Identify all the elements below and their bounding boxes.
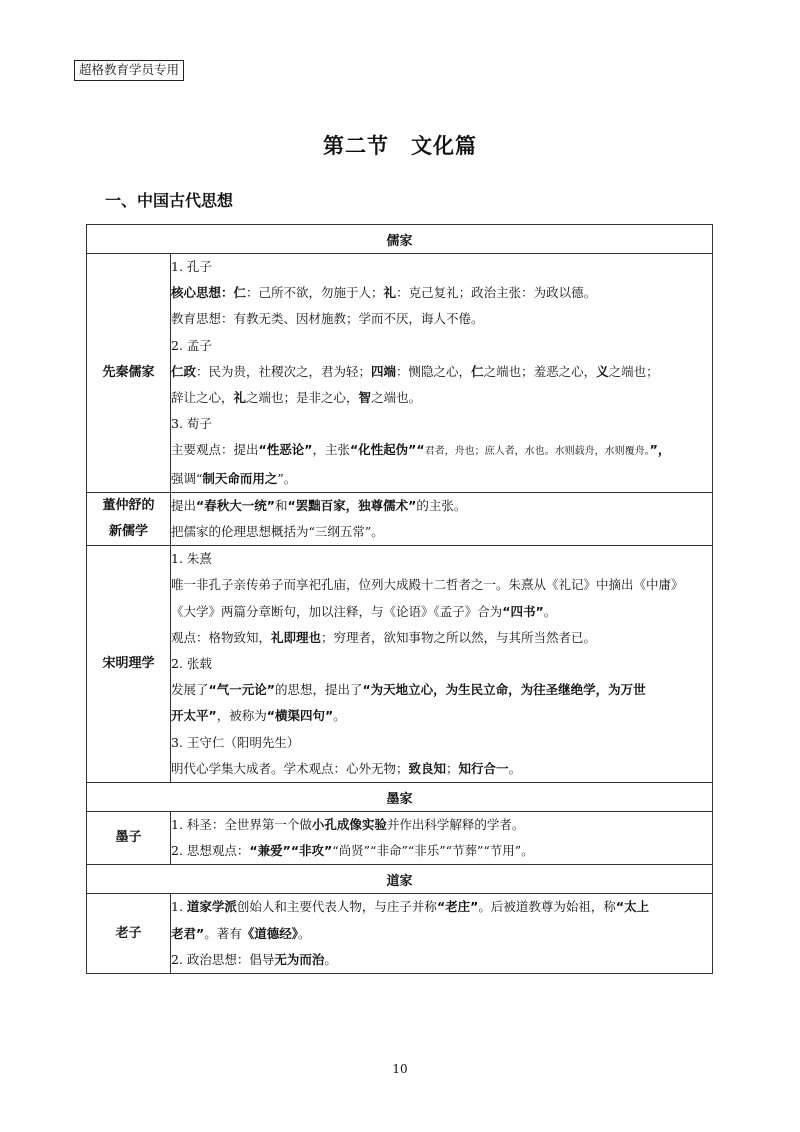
text: ：民为贵，社稷次之，君为轻；: [196, 363, 372, 379]
text: 。: [324, 951, 337, 967]
content-line: [171, 703, 712, 729]
text-bold: 礼即理也: [271, 629, 322, 645]
content-line: [171, 385, 712, 411]
row-content: [171, 812, 713, 865]
text: ；穷理者，欲知事物之所以然，与其所当然者已。: [321, 629, 597, 645]
text: 的主张。: [416, 497, 467, 513]
text: 。著有: [204, 925, 242, 941]
content-line: 教育思想：有教无类、因材施教；学而不厌，诲人不倦。: [171, 311, 484, 327]
text: 和: [274, 497, 288, 513]
row-label: 先秦儒家: [87, 254, 171, 493]
text: 的思想，提出了: [274, 682, 363, 698]
content-line: 唯一非孔子亲传弟子而享祀孔庙，位列大成殿十二哲者之一。朱熹从《礼记》中摘出《中庸》: [171, 577, 684, 593]
text-bold: 无为而治: [274, 951, 325, 967]
text-bold: “横渠四句”: [266, 708, 334, 724]
label-line: 董仲舒的: [102, 498, 155, 514]
text: ”。: [277, 470, 297, 486]
text-bold: ，: [657, 442, 671, 458]
text-bold: 智: [358, 390, 372, 406]
row-content: [171, 894, 713, 974]
text-bold: 小孔成像实验: [311, 817, 387, 833]
text: 创始人和主要代表人物，与庄子并称: [236, 899, 437, 915]
text: ，主张: [312, 442, 350, 458]
text-bold: ”: [649, 442, 658, 458]
page-title: 第二节 文化篇: [323, 133, 477, 158]
text: 之端也；羞恶之心，: [483, 363, 597, 379]
text-bold: “为天地立心，为生民立命，为往圣继绝学，为万世: [362, 682, 646, 698]
text-bold: “太上: [615, 899, 650, 915]
item-title: 3. 王守仁（阳明先生）: [171, 734, 300, 750]
text-bold: 礼: [383, 285, 397, 301]
content-line: [171, 625, 712, 651]
text: ；: [446, 760, 459, 776]
row-content: [171, 492, 713, 545]
content-line: [171, 599, 712, 625]
text: ，被称为: [216, 708, 267, 724]
row-label: 宋明理学: [87, 546, 171, 783]
watermark-stamp: 超格教育学员专用: [74, 60, 184, 81]
page-number: 10: [392, 1062, 408, 1076]
row-label: [87, 492, 171, 545]
text-bold: “: [416, 442, 425, 458]
content-line: [171, 493, 712, 519]
content-line: [171, 838, 712, 864]
content-line: [171, 280, 712, 306]
thought-table: [86, 224, 713, 974]
text: 强调“: [171, 470, 203, 486]
text-bold: “罢黜百家，独尊儒术”: [287, 497, 417, 513]
text: “尚贤”“非命”“非乐”“节葬”“节用”。: [332, 843, 534, 859]
text: 。后被道教尊为始祖，称: [478, 899, 616, 915]
text: 之端也；是非之心，: [246, 390, 359, 406]
category-header: 儒家: [87, 225, 713, 254]
text-bold: 四端: [371, 363, 397, 379]
text: 之端也；: [608, 363, 659, 379]
text: ：己所不欲，勿施于人；: [246, 285, 384, 301]
text-bold: 仁: [471, 363, 484, 379]
content-line: [171, 756, 712, 782]
content-line: [171, 921, 712, 947]
table-row: [87, 546, 713, 783]
text: 。: [298, 925, 311, 941]
text: ：恻隐之心，: [396, 363, 472, 379]
text-bold: 《道德经》: [241, 925, 298, 941]
text: 提出: [171, 497, 197, 513]
text: 。: [333, 708, 346, 724]
row-content: [171, 546, 713, 783]
text-bold: 仁: [233, 285, 247, 301]
text: ：克己复礼；政治主张：为政以德。: [396, 285, 597, 301]
text: 2. 政治思想：倡导: [171, 951, 275, 967]
text-bold: 开太平”: [171, 708, 217, 724]
text-bold: 制天命而用之: [202, 470, 278, 486]
row-content: [171, 254, 713, 493]
category-row-confucian: [87, 225, 713, 254]
text-bold: “性恶论”: [258, 442, 313, 458]
text-bold: “兼爱”“非攻”: [249, 843, 333, 859]
item-title: 1. 孔子: [171, 259, 212, 274]
content-line: [171, 947, 712, 973]
text: 并作出科学解释的学者。: [386, 817, 525, 833]
text-bold: “气一元论”: [208, 682, 275, 698]
text-bold: “春秋大一统”: [196, 497, 275, 513]
text-bold: 核心思想：: [171, 285, 234, 301]
text-bold: 道家学派: [186, 899, 237, 915]
text-bold: “四书”: [502, 603, 544, 619]
text: 辞让之心，: [171, 390, 234, 406]
content-line: [171, 894, 712, 920]
text-bold: “老庄”: [436, 899, 479, 915]
content-line: [171, 437, 712, 465]
text: 1.: [171, 899, 187, 915]
text-bold: 知行合一: [458, 760, 509, 776]
text: 发展了: [171, 682, 209, 698]
row-label: 老子: [87, 894, 171, 974]
content-line: [171, 812, 712, 838]
item-title: 2. 张载: [171, 656, 212, 672]
text-bold: 义: [596, 363, 609, 379]
item-title: 1. 朱熹: [171, 551, 212, 567]
item-title: 2. 孟子: [171, 337, 212, 353]
category-header: 道家: [87, 865, 713, 894]
text-small: 君者，舟也；庶人者，水也。水则载舟，水则覆舟。: [424, 446, 650, 458]
category-row-mohist: [87, 783, 713, 812]
text: 主要观点：提出: [171, 442, 259, 458]
content-line: 把儒家的伦理思想概括为“三纲五常”。: [171, 524, 384, 540]
text: 《大学》两篇分章断句，加以注释，与《论语》《孟子》合为: [171, 603, 503, 619]
text: 明代心学集大成者。学术观点：心外无物；: [171, 760, 409, 776]
table-row: [87, 894, 713, 974]
category-header: 墨家: [87, 783, 713, 812]
category-row-taoist: [87, 865, 713, 894]
text-bold: 老君”: [171, 925, 205, 941]
text: 。: [543, 603, 557, 619]
text-bold: “化性起伪”: [349, 442, 417, 458]
content-line: [171, 466, 712, 492]
text: 之端也。: [371, 390, 422, 406]
text: 。: [508, 760, 522, 776]
content-line: [171, 359, 712, 385]
item-title: 3. 荀子: [171, 416, 212, 432]
label-line: 新儒学: [108, 524, 148, 540]
table-row: [87, 492, 713, 545]
text-bold: 致良知: [408, 760, 447, 776]
text-bold: 仁政: [171, 363, 197, 379]
text: 2. 思想观点：: [171, 843, 250, 859]
text: 观点：格物致知，: [171, 629, 272, 645]
section-heading: 一、中国古代思想: [105, 191, 234, 210]
content-line: [171, 677, 712, 703]
text-bold: 礼: [233, 390, 247, 406]
text: 1. 科圣：全世界第一个做: [171, 817, 312, 833]
table-row: [87, 254, 713, 493]
row-label: 墨子: [87, 812, 171, 865]
table-row: [87, 812, 713, 865]
